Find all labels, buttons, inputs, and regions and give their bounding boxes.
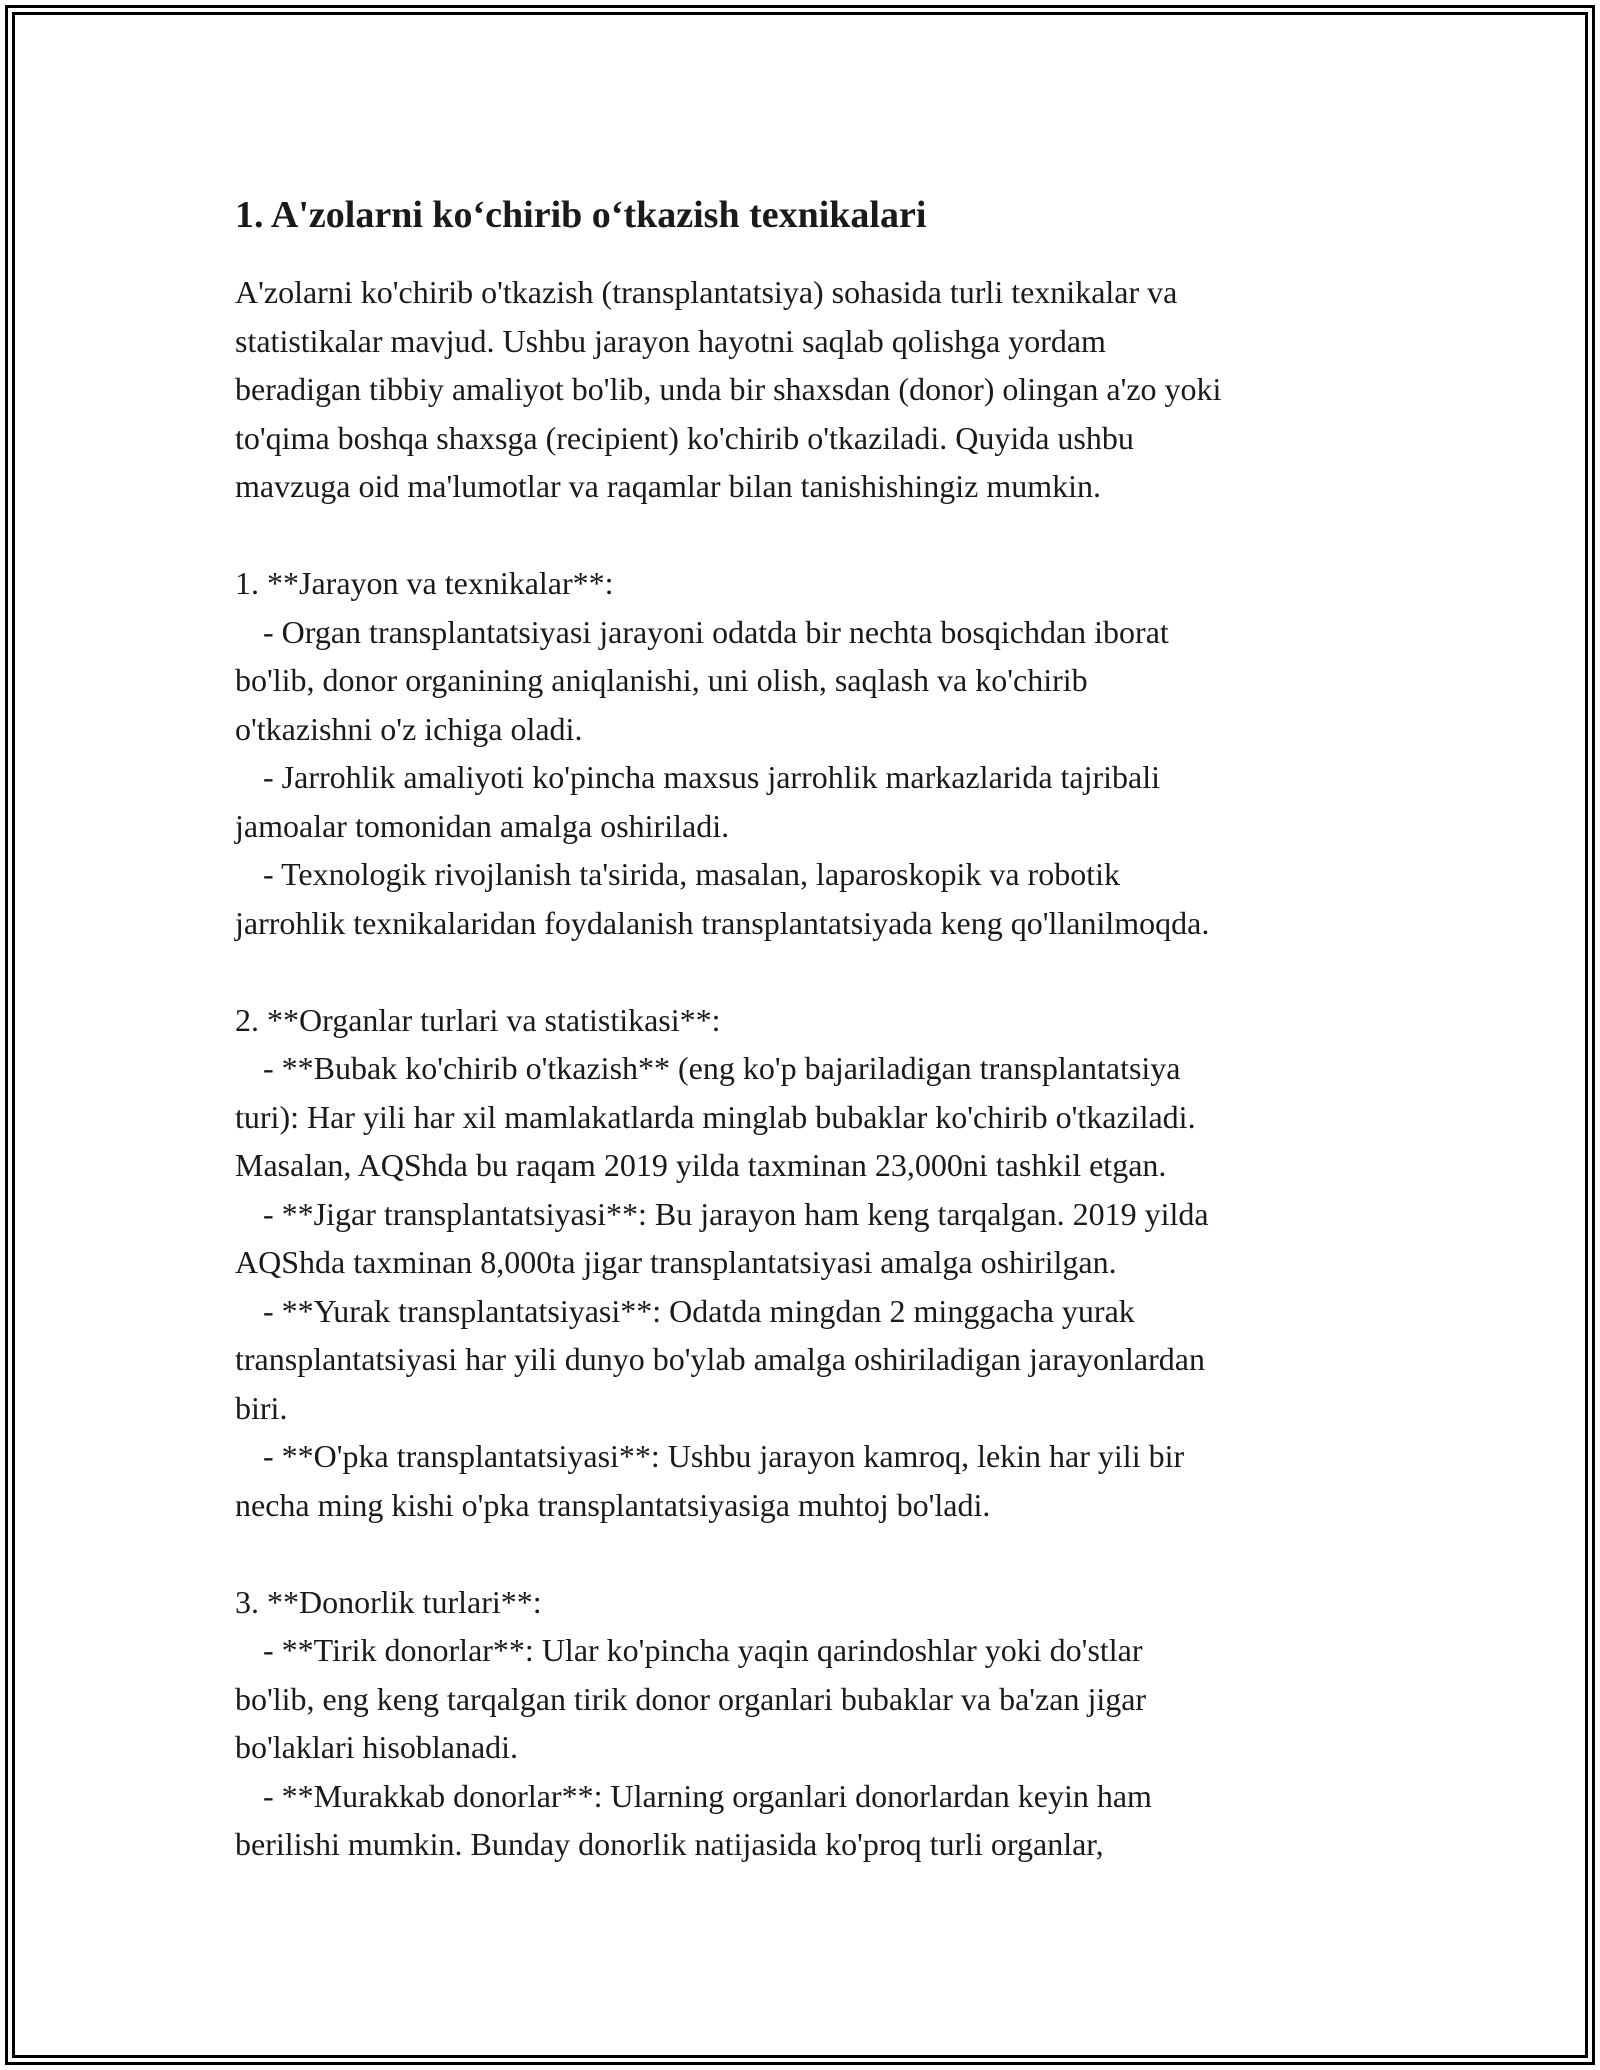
section-donor-types xyxy=(235,1578,1380,1869)
bullet-continuation: bo'lib, eng keng tarqalgan tirik donor organlari bubaklar va ba'zan jigar xyxy=(235,1680,1147,1717)
intro-line: statistikalar mavjud. Ushbu jarayon hayotni saqlab qolishga yordam xyxy=(235,322,1106,359)
spacer xyxy=(235,511,1380,560)
bullet-line: - Organ transplantatsiyasi jarayoni odatda bir nechta bosqichdan iborat xyxy=(263,613,1169,650)
bullet-line: - **Murakkab donorlar**: Ularning organlari donorlardan keyin ham xyxy=(263,1777,1152,1814)
bullet-continuation: turi): Har yili har xil mamlakatlarda minglab bubaklar ko'chirib o'tkaziladi. xyxy=(235,1098,1196,1135)
bullet-continuation: bo'laklari hisoblanadi. xyxy=(235,1729,519,1765)
bullet-line: - **Tirik donorlar**: Ular ko'pincha yaqin qarindoshlar yoki do'stlar xyxy=(263,1632,1143,1668)
bullet-continuation: berilishi mumkin. Bunday donorlik natijasida ko'proq turli organlar, xyxy=(235,1826,1104,1862)
bullet-continuation: jarrohlik texnikalaridan foydalanish transplantatsiyada keng qo'llanilmoqda. xyxy=(235,904,1210,941)
bullet-line: - **Bubak ko'chirib o'tkazish** (eng ko'p bajariladigan transplantatsiya xyxy=(263,1050,1181,1086)
bullet-continuation: jamoalar tomonidan amalga oshiriladi. xyxy=(235,807,730,844)
bullet-line: - **O'pka transplantatsiyasi**: Ushbu jarayon kamroq, lekin har yili bir xyxy=(263,1438,1185,1474)
page-title: 1. A'zolarni ko‘chirib o‘tkazish texnikalari xyxy=(235,194,927,236)
intro-line: A'zolarni ko'chirib o'tkazish (transplantatsiya) sohasida turli texnikalar va xyxy=(235,274,1178,310)
section-heading: 1. **Jarayon va texnikalar**: xyxy=(235,565,614,601)
bullet-continuation: AQShda taxminan 8,000ta jigar transplantatsiyasi amalga oshirilgan. xyxy=(235,1244,1117,1280)
bullet-continuation: biri. xyxy=(235,1389,288,1426)
intro-line: beradigan tibbiy amaliyot bo'lib, unda bir shaxsdan (donor) olingan a'zo yoki xyxy=(235,371,1222,407)
bullet-continuation: o'tkazishni o'z ichiga oladi. xyxy=(235,710,583,747)
section-process xyxy=(235,559,1380,947)
section-heading: 2. **Organlar turlari va statistikasi**: xyxy=(235,1001,721,1038)
section-organ-types xyxy=(235,996,1380,1530)
intro-line: to'qima boshqa shaxsga (recipient) ko'chirib o'tkaziladi. Quyida ushbu xyxy=(235,419,1134,456)
bullet-continuation: Masalan, AQShda bu raqam 2019 yilda taxminan 23,000ni tashkil etgan. xyxy=(235,1147,1167,1183)
bullet-continuation: transplantatsiyasi har yili dunyo bo'ylab amalga oshiriladigan jarayonlardan xyxy=(235,1341,1205,1377)
bullet-line: - Jarrohlik amaliyoti ko'pincha maxsus jarrohlik markazlarida tajribali xyxy=(263,759,1161,795)
intro-paragraph xyxy=(235,268,1380,511)
section-heading: 3. **Donorlik turlari**: xyxy=(235,1583,542,1620)
document-page xyxy=(235,188,1380,1869)
spacer xyxy=(235,947,1380,996)
spacer xyxy=(235,1529,1380,1578)
bullet-line: - **Jigar transplantatsiyasi**: Bu jarayon ham keng tarqalgan. 2019 yilda xyxy=(263,1195,1209,1232)
intro-line: mavzuga oid ma'lumotlar va raqamlar bilan tanishishingiz mumkin. xyxy=(235,468,1101,504)
bullet-continuation: necha ming kishi o'pka transplantatsiyasiga muhtoj bo'ladi. xyxy=(235,1486,991,1523)
bullet-line: - **Yurak transplantatsiyasi**: Odatda mingdan 2 minggacha yurak xyxy=(263,1292,1135,1329)
bullet-line: - Texnologik rivojlanish ta'sirida, masalan, laparoskopik va robotik xyxy=(263,856,1120,892)
bullet-continuation: bo'lib, donor organining aniqlanishi, uni olish, saqlash va ko'chirib xyxy=(235,662,1088,698)
